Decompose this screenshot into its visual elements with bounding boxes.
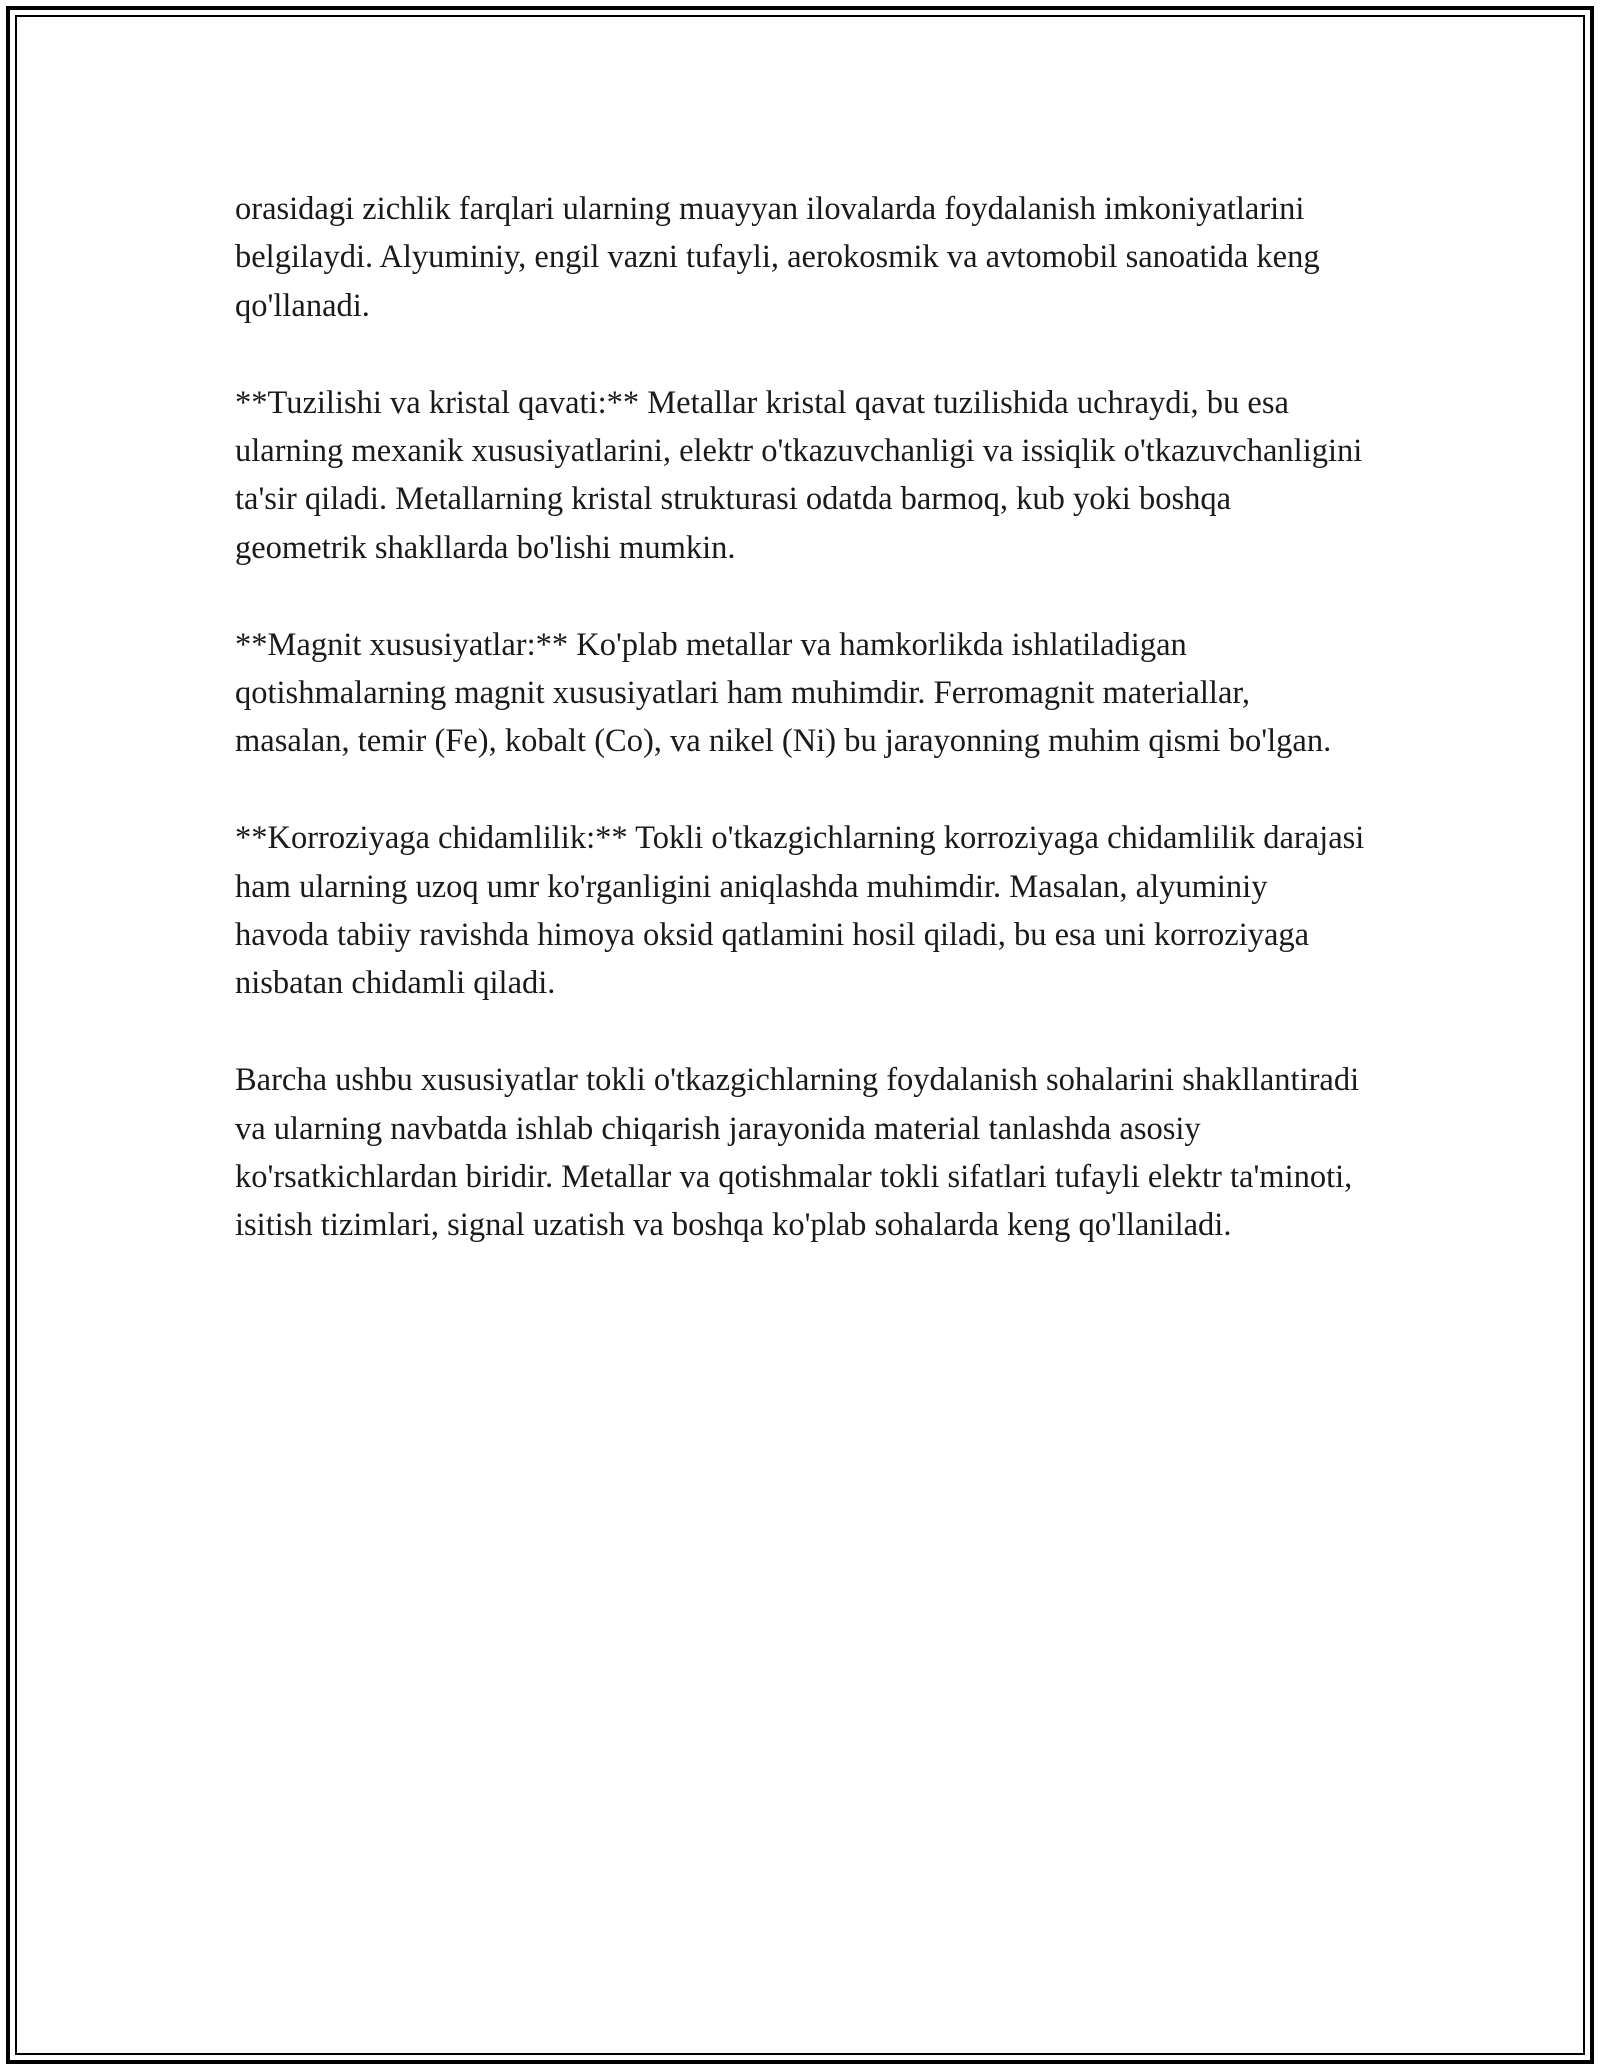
paragraph-conclusion: Barcha ushbu xususiyatlar tokli o'tkazgichlarning foydalanish sohalarini shakllantiradi va ularning navbatda ishlab chiqarish jarayonida material tanlashda asosiy ko'rsatkichlardan biridir. Metallar va qotishmalar tokli sifatlari tufayli elektr ta'minoti, isitish tizimlari, signal uzatish va boshqa ko'plab sohalarda keng qo'llaniladi. [235, 1062, 1360, 1244]
paragraph-corrosion-resistance: **Korroziyaga chidamlilik:** Tokli o'tkazgichlarning korroziyaga chidamlilik darajasi ham ularning uzoq umr ko'rganligini aniqlashda muhimdir. Masalan, alyuminiy havoda tabiiy ravishda himoya oksid qatlamini hosil qiladi, bu esa uni korroziyaga nisbatan chidamli qiladi. [235, 820, 1365, 1002]
document-body [235, 185, 1365, 1250]
paragraph-magnetic-properties: **Magnit xususiyatlar:** Ko'plab metallar va hamkorlikda ishlatiladigan qotishmalarning magnit xususiyatlari ham muhimdir. Ferromagnit materiallar, masalan, temir (Fe), kobalt (Co), va nikel (Ni) bu jarayonning muhim qismi bo'lgan. [235, 626, 1332, 760]
paragraph-crystal-structure: **Tuzilishi va kristal qavati:** Metallar kristal qavat tuzilishida uchraydi, bu esa ularning mexanik xususiyatlarini, elektr o'tkazuvchanligi va issiqlik o'tkazuvchanligini ta'sir qiladi. Metallarning kristal strukturasi odatda barmoq, kub yoki boshqa geometrik shakllarda bo'lishi mumkin. [235, 384, 1363, 566]
paragraph-density: orasidagi zichlik farqlari ularning muayyan ilovalarda foydalanish imkoniyatlarini belgilaydi. Alyuminiy, engil vazni tufayli, aerokosmik va avtomobil sanoatida keng qo'llanadi. [235, 191, 1320, 324]
